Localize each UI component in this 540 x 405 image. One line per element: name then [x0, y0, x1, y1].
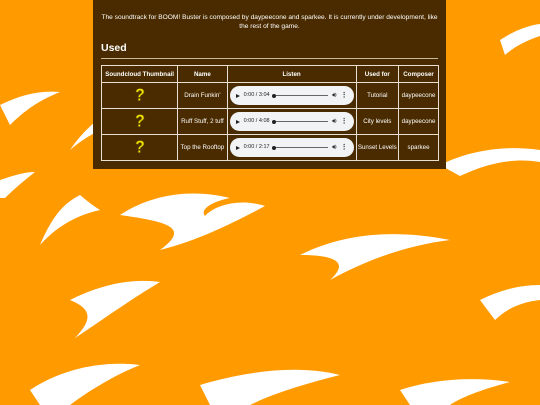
- play-icon[interactable]: [236, 94, 240, 98]
- composer: sparkee: [399, 135, 439, 161]
- table-row: [102, 83, 439, 109]
- seek-knob[interactable]: [272, 120, 276, 124]
- question-mark-icon: [134, 114, 145, 128]
- section-divider: [101, 58, 438, 59]
- audio-player[interactable]: [230, 138, 354, 157]
- audio-player[interactable]: [230, 86, 354, 105]
- play-icon[interactable]: [236, 120, 240, 124]
- intro-text: The soundtrack for BOOM! Buster is composed by daypeecone and sparkee. It is currently under development, like the rest of the game.: [101, 14, 438, 30]
- listen-cell: [227, 109, 356, 135]
- section-title-used: Used: [101, 42, 127, 54]
- question-mark-icon: [134, 140, 145, 154]
- table-row: [102, 135, 439, 161]
- volume-icon[interactable]: 🔊︎: [332, 118, 337, 125]
- audio-seek-bar[interactable]: [274, 95, 329, 96]
- audio-time: 0:00 / 3:04: [243, 92, 270, 98]
- header-thumbnail: Soundcloud Thumbnail: [102, 66, 178, 83]
- volume-icon[interactable]: 🔊︎: [332, 144, 337, 151]
- soundtrack-table: [101, 65, 439, 161]
- audio-player[interactable]: [230, 112, 354, 131]
- seek-knob[interactable]: [272, 94, 276, 98]
- listen-cell: [227, 83, 356, 109]
- question-mark-icon: [134, 88, 145, 102]
- composer: daypeecone: [399, 83, 439, 109]
- thumbnail-cell: [102, 83, 178, 109]
- more-options-icon[interactable]: ⋮: [340, 92, 348, 99]
- composer: daypeecone: [399, 109, 439, 135]
- thumbnail-cell: [102, 109, 178, 135]
- track-name: Drain Funkin': [178, 83, 227, 109]
- header-used-for: Used for: [356, 66, 399, 83]
- used-for: Sunset Levels: [356, 135, 399, 161]
- audio-seek-bar[interactable]: [274, 147, 329, 148]
- thumbnail-cell: [102, 135, 178, 161]
- table-header-row: [102, 66, 439, 83]
- audio-time: 0:00 / 4:08: [243, 118, 270, 124]
- header-composer: Composer: [399, 66, 439, 83]
- track-name: Top the Rooftop: [178, 135, 227, 161]
- used-for: Tutorial: [356, 83, 399, 109]
- soundtrack-panel: [93, 0, 446, 169]
- header-name: Name: [178, 66, 227, 83]
- more-options-icon[interactable]: ⋮: [340, 144, 348, 151]
- play-icon[interactable]: [236, 146, 240, 150]
- audio-time: 0:00 / 2:17: [243, 144, 270, 150]
- volume-icon[interactable]: 🔊︎: [332, 92, 337, 99]
- seek-knob[interactable]: [272, 146, 276, 150]
- audio-seek-bar[interactable]: [274, 121, 329, 122]
- track-name: Ruff Stuff, 2 tuff: [178, 109, 227, 135]
- more-options-icon[interactable]: ⋮: [340, 118, 348, 125]
- header-listen: Listen: [227, 66, 356, 83]
- listen-cell: [227, 135, 356, 161]
- table-row: [102, 109, 439, 135]
- used-for: City levels: [356, 109, 399, 135]
